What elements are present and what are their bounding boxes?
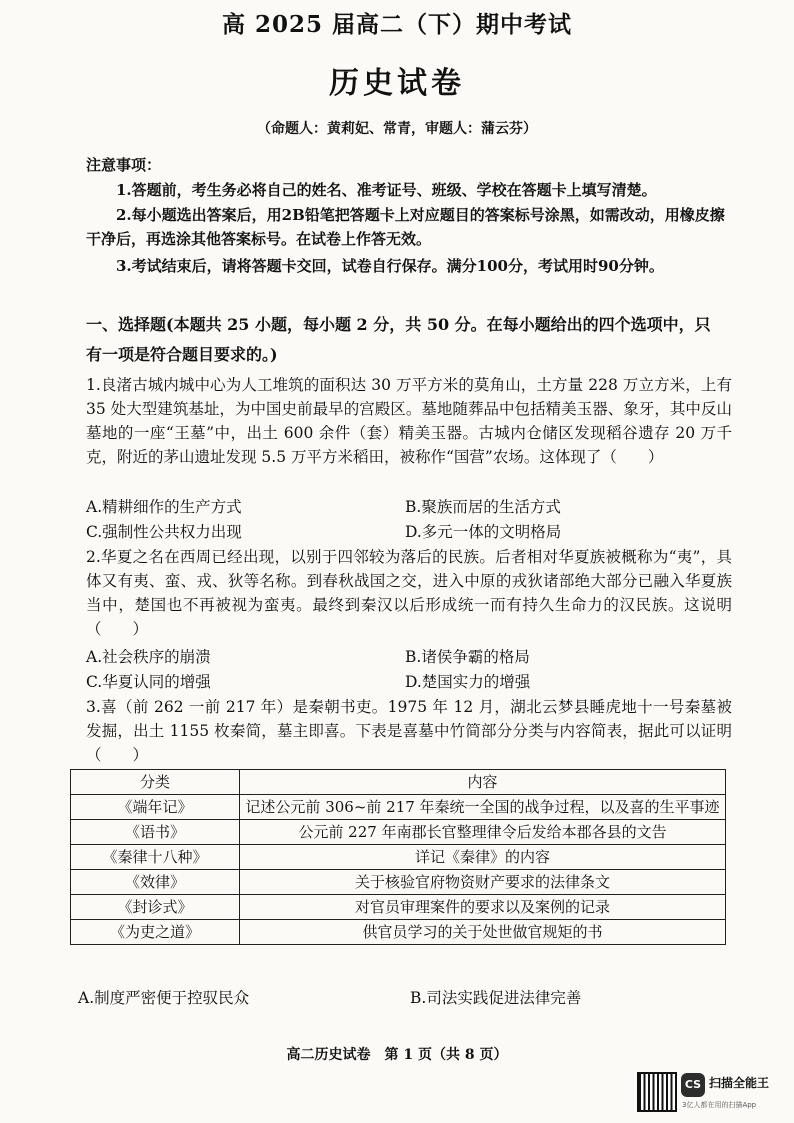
exam-title: 高 2025 届高二（下）期中考试: [221, 11, 573, 38]
table-row: [71, 820, 726, 845]
page-footer: 高二历史试卷 第 1 页（共 8 页）: [286, 1047, 508, 1063]
table-row: [71, 795, 726, 820]
table-cell-category: 《秦律十八种》: [71, 845, 240, 870]
question-3-stem: 3.喜（前 262 一前 217 年）是秦朝书吏。1975 年 12 月，湖北云梦县睡虎地十一号秦墓被发掘，出土 1155 枚秦简，墓主即喜。下表是喜墓中竹简部分分类与内容简表，据此可以证明（ ）: [86, 698, 732, 764]
table-cell-category: 《封诊式》: [71, 895, 240, 920]
table-cell-category: 《效律》: [71, 870, 240, 895]
question-2-option-b[interactable]: B.诸侯争霸的格局: [405, 648, 530, 666]
question-3-option-a[interactable]: A.制度严密便于控驭民众: [78, 989, 250, 1007]
table-row: [71, 895, 726, 920]
camscanner-tagline: 3亿人都在用的扫描App: [682, 1101, 757, 1109]
notice-item-3: 3.考试结束后，请将答题卡交回，试卷自行保存。满分100分，考试用时90分钟。: [116, 257, 664, 275]
subject-title: 历史试卷: [329, 66, 465, 101]
question-2-option-d[interactable]: D.楚国实力的增强: [405, 673, 531, 691]
table-cell-content: 供官员学习的关于处世做官规矩的书: [240, 920, 726, 945]
notice-heading: 注意事项：: [86, 156, 162, 174]
question-2-stem: 2.华夏之名在西周已经出现，以别于四邻较为落后的民族。后者相对华夏族被概称为“夷”，具体又有夷、蛮、戎、狄等名称。到春秋战国之交，进入中原的戎狄诸部绝大部分已融入华夏族当中，楚国也不再被视为蛮夷。最终到秦汉以后形成统一而有持久生命力的汉民族。这说明（ ）: [86, 548, 732, 638]
question-2-option-c[interactable]: C.华夏认同的增强: [86, 673, 211, 691]
table-cell-category: 《端年记》: [71, 795, 240, 820]
question-3-option-b[interactable]: B.司法实践促进法律完善: [410, 989, 582, 1007]
question-1-option-c[interactable]: C.强制性公共权力出现: [86, 523, 242, 541]
table-header-row: [71, 770, 726, 795]
bamboo-slips-table: [70, 769, 726, 945]
table-row: [71, 870, 726, 895]
table-row: [71, 845, 726, 870]
question-1-option-a[interactable]: A.精耕细作的生产方式: [86, 498, 242, 516]
table-cell-content: 关于核验官府物资财产要求的法律条文: [240, 870, 726, 895]
qr-code-icon: [637, 1072, 677, 1112]
table-cell-category: 《语书》: [71, 820, 240, 845]
question-1-option-b[interactable]: B.聚族而居的生活方式: [405, 498, 561, 516]
table-row: [71, 920, 726, 945]
question-2-option-a[interactable]: A.社会秩序的崩溃: [86, 648, 211, 666]
table-cell-content: 详记《秦律》的内容: [240, 845, 726, 870]
camscanner-app-name: 扫描全能王: [709, 1076, 770, 1090]
question-1-option-d[interactable]: D.多元一体的文明格局: [405, 523, 562, 541]
table-cell-category: 《为吏之道》: [71, 920, 240, 945]
authors-line: （命题人：黄莉妃、常青，审题人：蒲云芬）: [257, 121, 537, 137]
section-heading: 一、选择题(本题共 25 小题，每小题 2 分，共 50 分。在每小题给出的四个选项中，只有一项是符合题目要求的。): [86, 315, 711, 364]
notice-item-2: 2.每小题选出答案后，用2B铅笔把答题卡上对应题目的答案标号涂黑，如需改动，用橡皮擦干净后，再选涂其他答案标号。在试卷上作答无效。: [86, 206, 725, 248]
table-header-category: 分类: [71, 770, 240, 795]
notice-item-1: 1.答题前，考生务必将自己的姓名、准考证号、班级、学校在答题卡上填写清楚。: [116, 181, 657, 199]
table-cell-content: 公元前 227 年南郡长官整理律令后发给本郡各县的文告: [240, 820, 726, 845]
table-header-content: 内容: [240, 770, 726, 795]
camscanner-logo-icon: CS: [681, 1073, 705, 1097]
table-cell-content: 对官员审理案件的要求以及案例的记录: [240, 895, 726, 920]
question-1-stem: 1.良渚古城内城中心为人工堆筑的面积达 30 万平方米的莫角山，土方量 228 万立方米，上有 35 处大型建筑基址，为中国史前最早的宫殿区。墓地随葬品中包括精美玉器、象牙，其中反山墓地的一座“王墓”中，出土 600 余件（套）精美玉器。古城内仓储区发现稻谷遗存 20 万千克，附近的茅山遗址发现 5.5 万平方米稻田，被称作“国营”农场。这体现了（ ）: [86, 376, 732, 466]
table-cell-content: 记述公元前 306~前 217 年秦统一全国的战争过程，以及喜的生平事迹: [240, 795, 726, 820]
